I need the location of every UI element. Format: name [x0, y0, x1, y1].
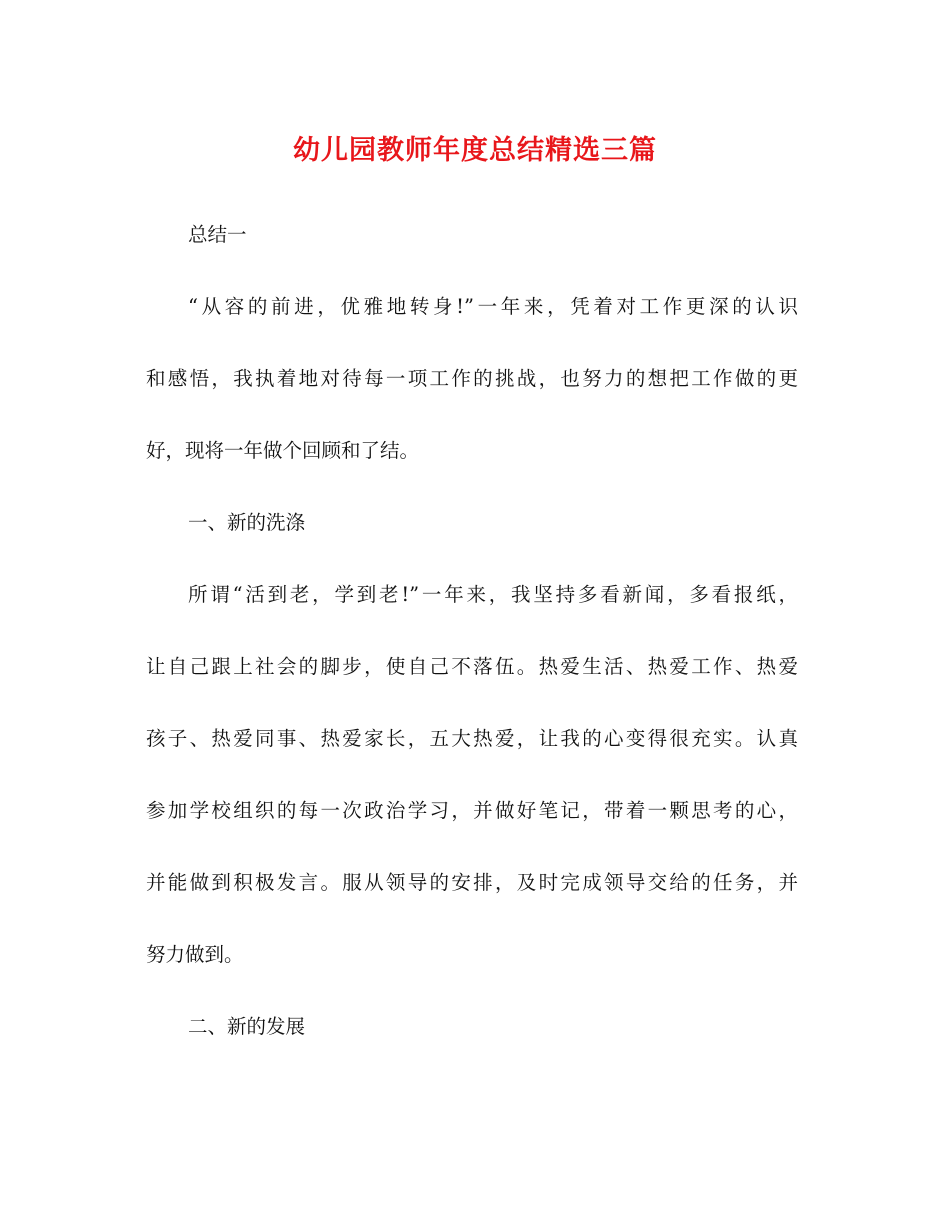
paragraph-line: 所谓“活到老，学到老!”一年来，我坚持多看新闻，多看报纸，	[188, 583, 798, 606]
paragraph-line: 努力做到。	[146, 943, 244, 966]
paragraph-line: 好，现将一年做个回顾和了结。	[146, 439, 420, 462]
section-heading: 一、新的洗涤	[188, 511, 306, 534]
paragraph-line: 让自己跟上社会的脚步，使自己不落伍。热爱生活、热爱工作、热爱	[146, 655, 798, 678]
section-heading: 二、新的发展	[188, 1015, 306, 1038]
paragraph-line: “从容的前进，优雅地转身!”一年来，凭着对工作更深的认识	[188, 295, 798, 318]
paragraph-line: 并能做到积极发言。服从领导的安排，及时完成领导交给的任务，并	[146, 871, 798, 894]
paragraph-line: 参加学校组织的每一次政治学习，并做好笔记，带着一颗思考的心，	[146, 799, 798, 822]
document-body	[146, 214, 798, 1078]
paragraph-line: 孩子、热爱同事、热爱家长，五大热爱，让我的心变得很充实。认真	[146, 727, 798, 750]
paragraph-line: 和感悟，我执着地对待每一项工作的挑战，也努力的想把工作做的更	[146, 367, 798, 390]
document-title: 幼儿园教师年度总结精选三篇	[293, 135, 657, 166]
section-heading: 总结一	[188, 223, 247, 246]
